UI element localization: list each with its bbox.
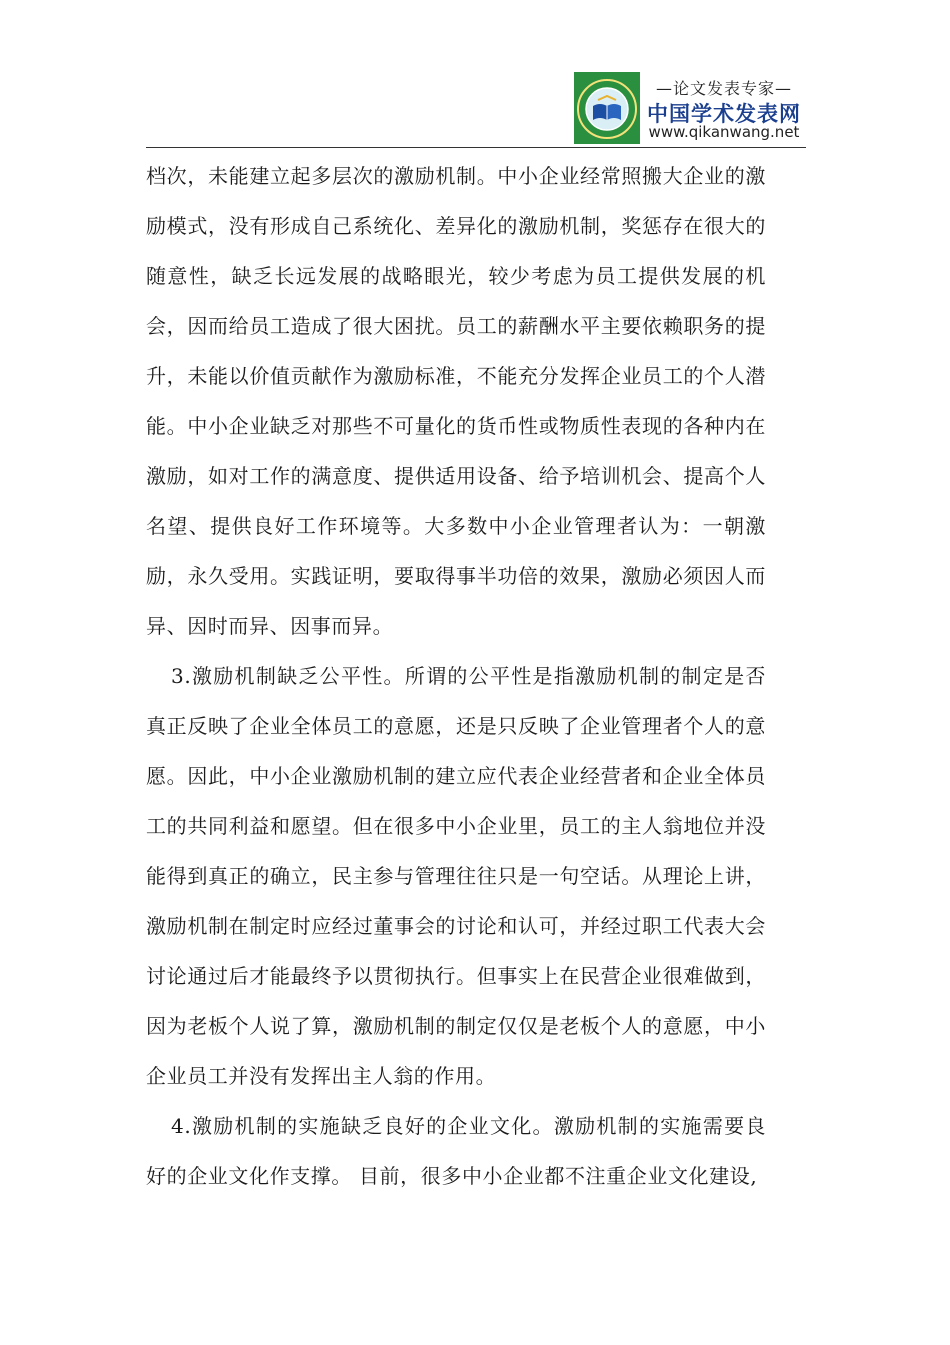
logo-slogan: —论文发表专家— [655,79,792,98]
logo-url: www.qikanwang.net [648,123,800,141]
paragraph-section-3: 3.激励机制缺乏公平性。所谓的公平性是指激励机制的制定是否真正反映了企业全体员工的意愿，还是只反映了企业管理者个人的意愿。因此，中小企业激励机制的建立应代表企业经营者和企业全体员工的共同利益和愿望。但在很多中小企业里，员工的主人翁地位并没能得到真正的确立，民主参与管理往往只是一句空话。从理论上讲，激励机制在制定时应经过董事会的讨论和认可，并经过职工代表大会讨论通过后才能最终予以贯彻执行。但事实上在民营企业很难做到，因为老板个人说了算，激励机制的制定仅仅是老板个人的意愿，中小企业员工并没有发挥出主人翁的作用。 [146,664,766,1088]
page-header [146,70,806,148]
seal-emblem-icon [574,72,640,144]
paragraph: 档次，未能建立起多层次的激励机制。中小企业经常照搬大企业的激励模式，没有形成自己系统化、差异化的激励机制，奖惩存在很大的随意性，缺乏长远发展的战略眼光，较少考虑为员工提供发展的机会，因而给员工造成了很大困扰。员工的薪酬水平主要依赖职务的提升，未能以价值贡献作为激励标准，不能充分发挥企业员工的个人潜能。中小企业缺乏对那些不可量化的货币性或物质性表现的各种内在激励，如对工作的满意度、提供适用设备、给予培训机会、提高个人名望、提供良好工作环境等。大多数中小企业管理者认为：一朝激励，永久受用。实践证明，要取得事半功倍的效果，激励必须因人而异、因时而异、因事而异。 [146,164,766,638]
paragraph-section-4: 4.激励机制的实施缺乏良好的企业文化。激励机制的实施需要良好的企业文化作支撑。 目前，很多中小企业都不注重企业文化建设, [146,1114,766,1188]
logo-site-name: 中国学术发表网 [647,102,801,126]
document-body [146,151,766,1201]
header-divider [146,147,806,148]
site-logo [574,70,806,146]
book-seal-icon [574,72,640,144]
